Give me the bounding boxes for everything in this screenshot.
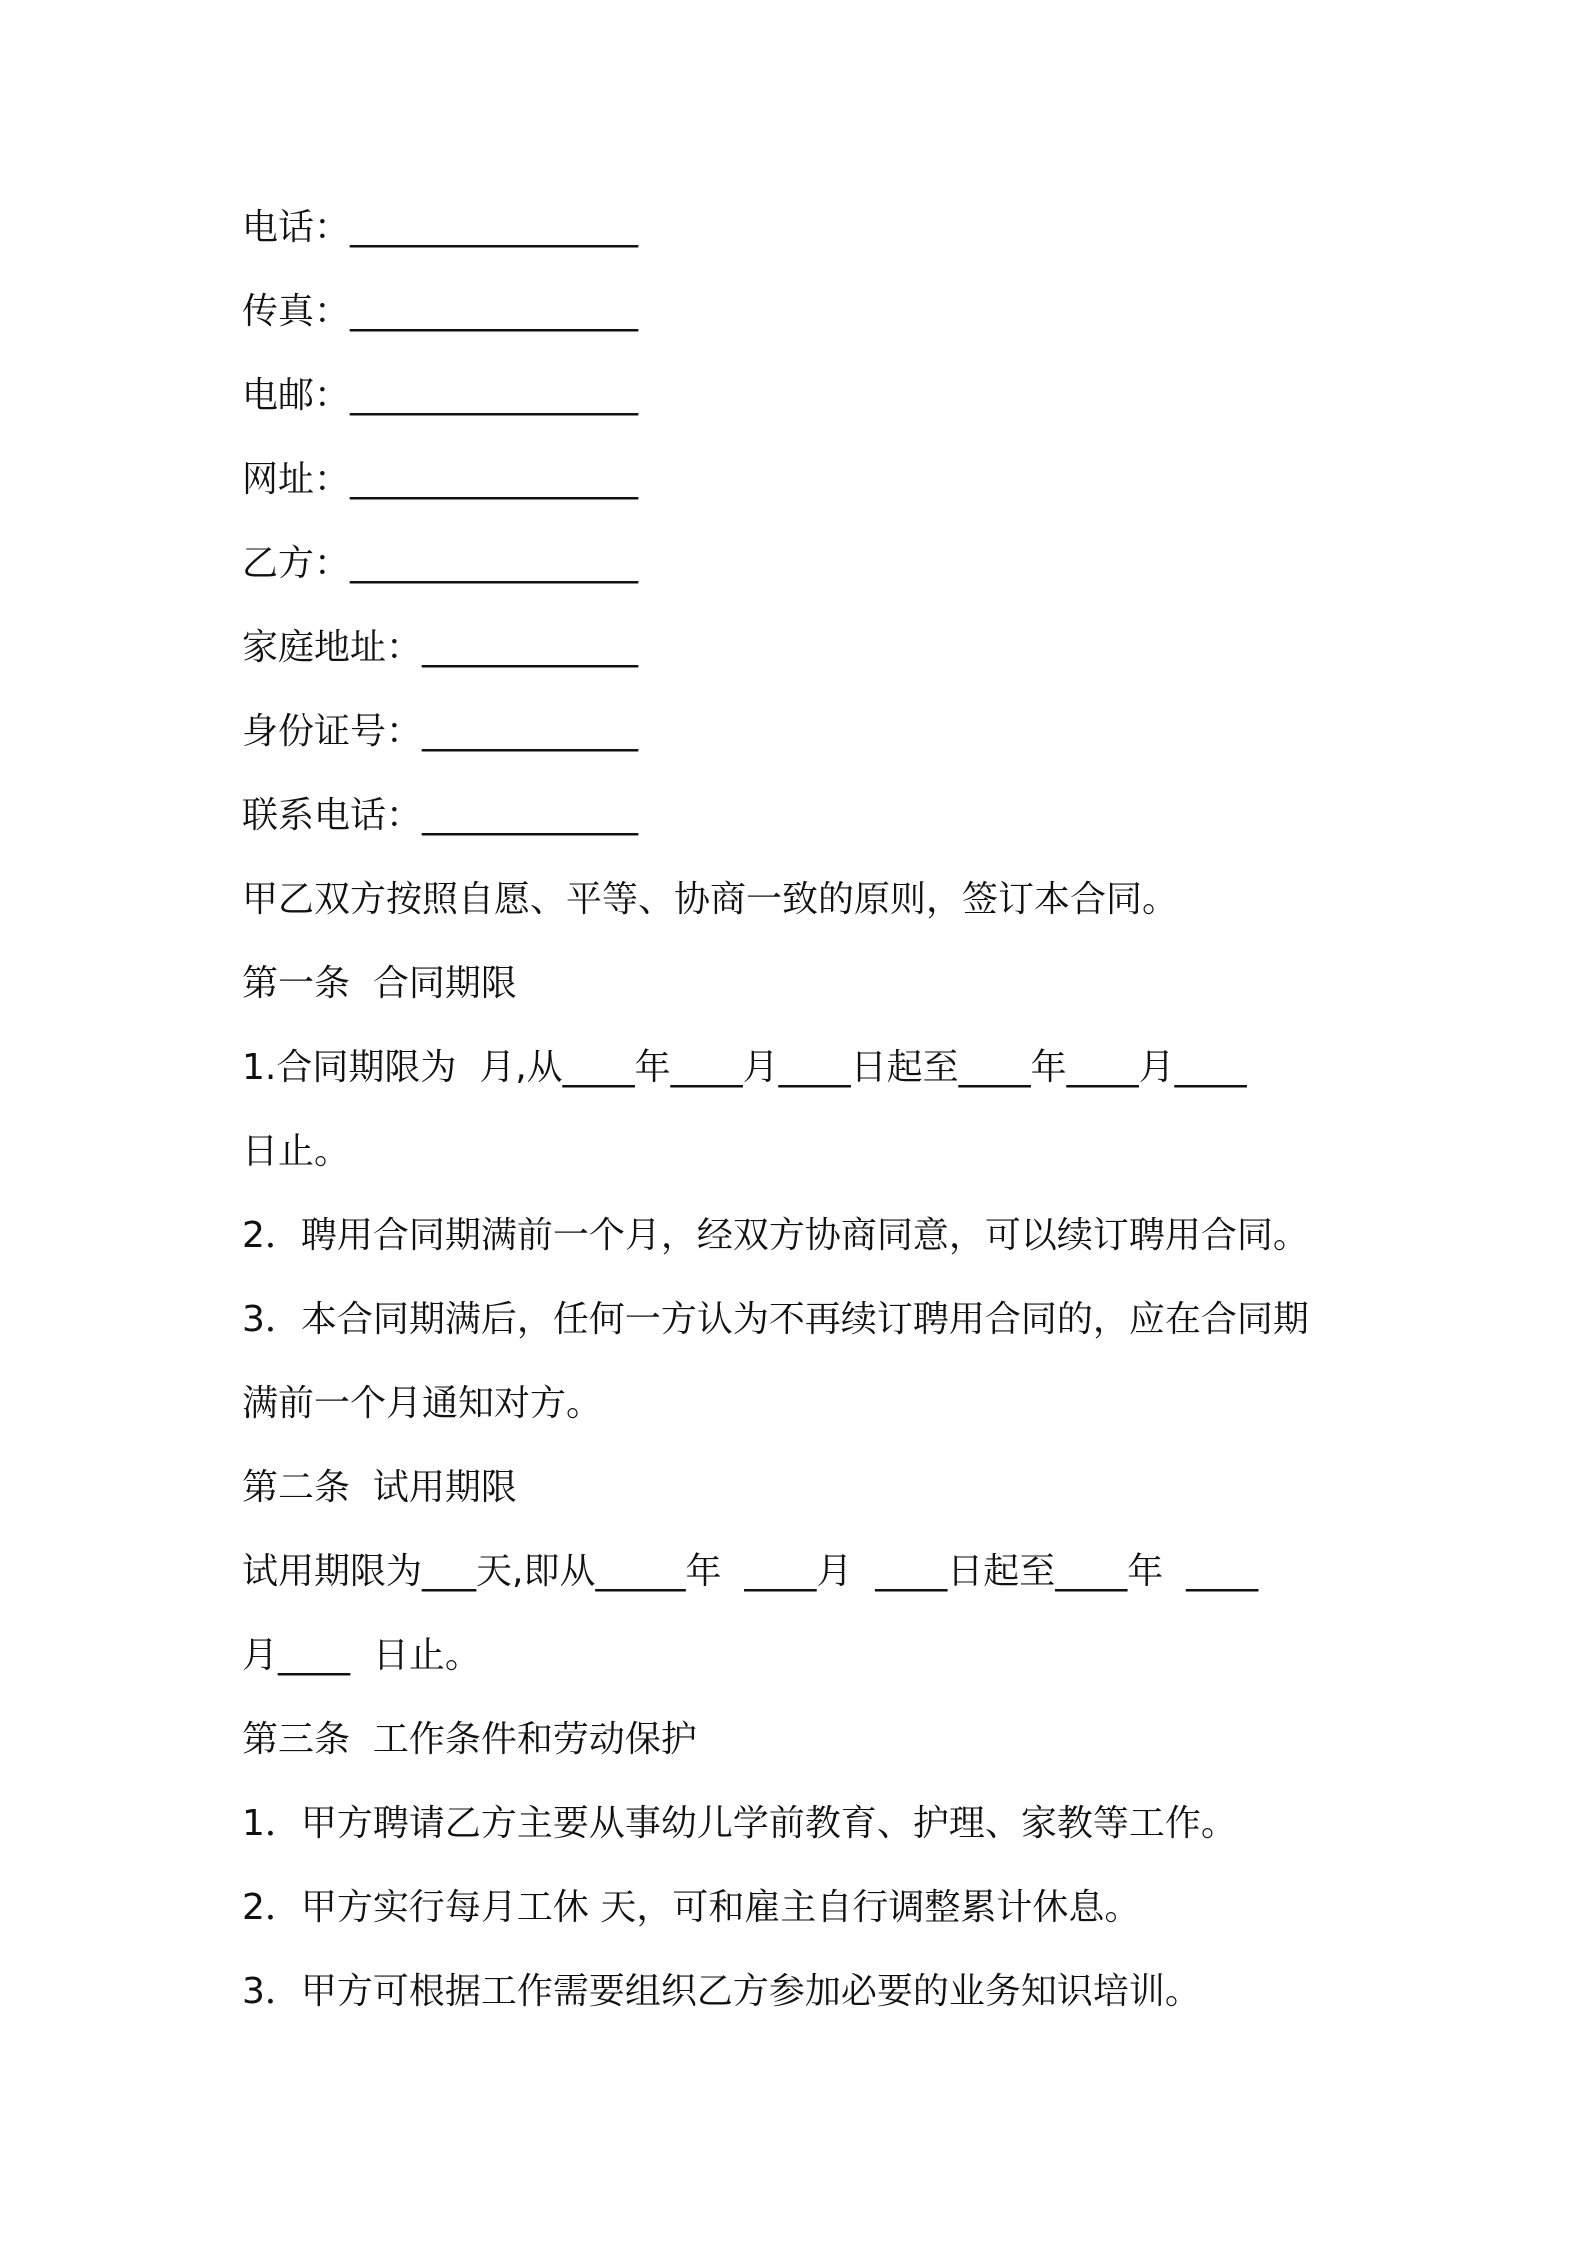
phone-field-line: 电话：________________ [242, 207, 639, 248]
article-3-item-2: 2．甲方实行每月工休 天，可和雇主自行调整累计休息。 [242, 1887, 1141, 1928]
article-1-item-1-continued: 日止。 [242, 1131, 351, 1172]
article-1-item-3-continued: 满前一个月通知对方。 [242, 1383, 603, 1424]
article-1-item-2: 2．聘用合同期满前一个月，经双方协商同意，可以续订聘用合同。 [242, 1215, 1309, 1256]
fax-field-line: 传真：________________ [242, 291, 639, 332]
party-b-field-line: 乙方：________________ [242, 543, 639, 584]
article-1-item-1: 1.合同期限为 月,从____年____月____日起至____年____月____ [242, 1047, 1247, 1088]
article-1-item-3: 3．本合同期满后，任何一方认为不再续订聘用合同的，应在合同期 [242, 1299, 1309, 1340]
article-3-heading: 第三条 工作条件和劳动保护 [242, 1719, 697, 1760]
article-2-paragraph: 试用期限为___天,即从_____年 ____月 ____日起至____年 ____ [242, 1551, 1259, 1592]
home-address-field-line: 家庭地址：____________ [242, 627, 639, 668]
website-field-line: 网址：________________ [242, 459, 639, 500]
article-1-heading: 第一条 合同期限 [242, 963, 517, 1004]
article-3-item-1: 1．甲方聘请乙方主要从事幼儿学前教育、护理、家教等工作。 [242, 1803, 1237, 1844]
article-2-heading: 第二条 试用期限 [242, 1467, 517, 1508]
id-number-field-line: 身份证号：____________ [242, 711, 639, 752]
email-field-line: 电邮：________________ [242, 375, 639, 416]
article-2-paragraph-continued: 月____ 日止。 [242, 1635, 481, 1676]
contact-phone-field-line: 联系电话：____________ [242, 795, 639, 836]
article-3-item-3: 3．甲方可根据工作需要组织乙方参加必要的业务知识培训。 [242, 1971, 1201, 2012]
preamble-paragraph: 甲乙双方按照自愿、平等、协商一致的原则，签订本合同。 [242, 879, 1179, 920]
